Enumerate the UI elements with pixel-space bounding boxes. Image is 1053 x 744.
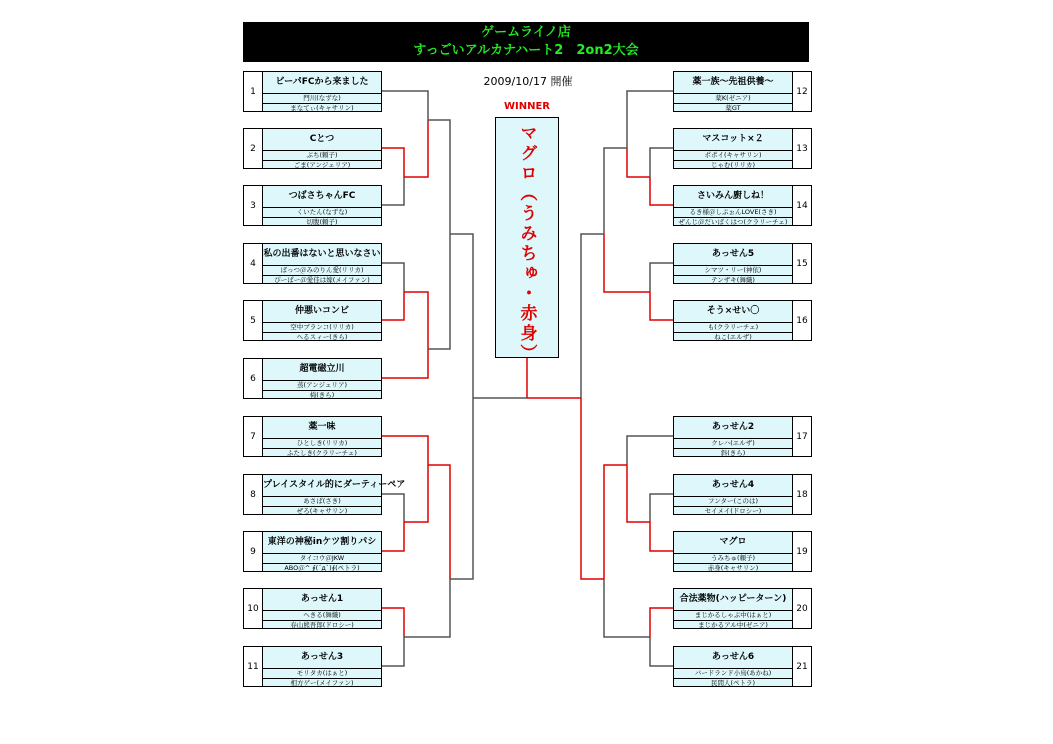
team-card bbox=[263, 416, 382, 457]
winner-label: WINNER bbox=[503, 101, 551, 112]
team-member: ぶち(頼子) bbox=[263, 150, 381, 160]
bracket-line bbox=[382, 637, 404, 666]
team-member: じゃむ(リリカ) bbox=[674, 160, 792, 170]
team-member: ひとしき(リリカ) bbox=[263, 438, 381, 448]
bracket-line bbox=[382, 436, 428, 465]
bracket-line bbox=[627, 148, 650, 177]
team-name: あっせん2 bbox=[711, 422, 755, 432]
team-member: も(クラリーチェ) bbox=[674, 322, 792, 332]
store-name: ゲームライノ店 bbox=[481, 25, 571, 40]
bracket-line bbox=[450, 234, 473, 398]
team-seed-number: 17 bbox=[792, 416, 812, 457]
team-card bbox=[263, 588, 382, 629]
team-name: マスコット×２ bbox=[702, 134, 764, 144]
team-seed-number: 21 bbox=[792, 646, 812, 687]
team-name: 薬一味 bbox=[308, 422, 336, 432]
team-card bbox=[673, 531, 792, 572]
bracket-line bbox=[382, 91, 428, 120]
team-name: ビーパFCから来ました bbox=[275, 77, 369, 87]
bracket-line bbox=[627, 465, 650, 522]
team-member: ぜろ(キャサリン) bbox=[263, 506, 381, 516]
bracket-line bbox=[428, 120, 450, 234]
team-entry bbox=[673, 588, 812, 629]
team-member: へきる(舞織) bbox=[263, 610, 381, 620]
team-member: ポポイ(キャサリン) bbox=[674, 150, 792, 160]
team-member: 空中ブランコ(リリカ) bbox=[263, 322, 381, 332]
team-card bbox=[263, 128, 382, 169]
bracket-line bbox=[650, 292, 673, 320]
team-member: まじかるしゃぶ中(はぁと) bbox=[674, 610, 792, 620]
team-seed-number: 11 bbox=[243, 646, 263, 687]
team-entry bbox=[673, 185, 812, 226]
team-seed-number: 13 bbox=[792, 128, 812, 169]
team-member: あさば(さき) bbox=[263, 496, 381, 506]
bracket-line bbox=[404, 579, 450, 637]
team-entry bbox=[243, 416, 382, 457]
team-name: 合法薬物(ハッピーターン) bbox=[679, 594, 787, 604]
team-member: 切腹(頼子) bbox=[263, 217, 381, 227]
team-name: あっせん6 bbox=[711, 652, 755, 662]
team-seed-number: 14 bbox=[792, 185, 812, 226]
team-entry bbox=[243, 243, 382, 284]
team-seed-number: 10 bbox=[243, 588, 263, 629]
team-member: 民間人(ペトラ) bbox=[674, 678, 792, 688]
team-name: 仲悪いコンビ bbox=[294, 306, 349, 316]
team-entry bbox=[243, 128, 382, 169]
team-card bbox=[263, 71, 382, 112]
team-entry bbox=[243, 588, 382, 629]
team-seed-number: 3 bbox=[243, 185, 263, 226]
bracket-line bbox=[604, 579, 650, 637]
team-member: 薬K(ゼニア) bbox=[674, 93, 792, 103]
team-seed-number: 12 bbox=[792, 71, 812, 112]
bracket-line bbox=[382, 349, 428, 378]
team-member: くいたん(なずな) bbox=[263, 207, 381, 217]
team-entry bbox=[673, 474, 812, 515]
team-seed-number: 6 bbox=[243, 358, 263, 399]
team-card bbox=[263, 474, 406, 515]
bracket-line bbox=[604, 465, 627, 579]
bracket-line bbox=[382, 148, 404, 177]
tournament-title: すっごいアルカナハート2 2on2大会 bbox=[413, 43, 639, 58]
bracket-line bbox=[627, 436, 673, 465]
team-member: ぴーぱー＠愛佳は嫁(メイファン) bbox=[263, 275, 381, 285]
bracket-line bbox=[650, 177, 673, 205]
team-entry bbox=[673, 128, 812, 169]
team-member: ねこ(エルザ) bbox=[674, 332, 792, 342]
team-member: ごま(アンジェリア) bbox=[263, 160, 381, 170]
team-member: 門川(なずな) bbox=[263, 93, 381, 103]
event-date: 2009/10/17 開催 bbox=[483, 75, 573, 88]
bracket-line bbox=[650, 522, 673, 551]
team-seed-number: 19 bbox=[792, 531, 812, 572]
team-card bbox=[263, 358, 382, 399]
team-card bbox=[673, 128, 792, 169]
bracket-line bbox=[404, 465, 428, 522]
team-member: ABO＠^ ∮(´д`)∮(ペトラ) bbox=[263, 563, 381, 573]
bracket-line bbox=[581, 234, 604, 398]
bracket-line bbox=[404, 292, 428, 349]
bracket-line bbox=[382, 263, 404, 292]
team-entry bbox=[243, 71, 382, 112]
team-card bbox=[263, 531, 382, 572]
team-member: 春山熊吾郎(ドロシー) bbox=[263, 620, 381, 630]
team-entry bbox=[243, 358, 382, 399]
team-member: 相方ゲー(メイファン) bbox=[263, 678, 381, 688]
bracket-line bbox=[428, 465, 450, 579]
team-member: 赤身(キャサリン) bbox=[674, 563, 792, 573]
team-seed-number: 4 bbox=[243, 243, 263, 284]
team-member: クレハ(エルザ) bbox=[674, 438, 792, 448]
team-member: フンター(このは) bbox=[674, 496, 792, 506]
team-name: 東洋の神秘inケツ割りパシ bbox=[267, 537, 377, 547]
team-card bbox=[673, 646, 792, 687]
team-entry bbox=[243, 474, 406, 515]
team-card bbox=[263, 243, 382, 284]
bracket-line bbox=[604, 234, 650, 292]
bracket-line bbox=[581, 398, 604, 579]
bracket-line bbox=[650, 148, 673, 177]
bracket-line bbox=[650, 263, 673, 292]
team-seed-number: 1 bbox=[243, 71, 263, 112]
team-card bbox=[263, 185, 382, 226]
team-entry bbox=[243, 300, 382, 341]
team-member: へるスィー(きら) bbox=[263, 332, 381, 342]
team-name: あっせん5 bbox=[711, 249, 755, 259]
bracket-line bbox=[650, 637, 673, 666]
team-seed-number: 8 bbox=[243, 474, 263, 515]
team-name: そう×せい〇 bbox=[706, 306, 760, 316]
team-card bbox=[673, 185, 792, 226]
team-entry bbox=[673, 300, 812, 341]
team-seed-number: 15 bbox=[792, 243, 812, 284]
team-card bbox=[673, 474, 792, 515]
team-entry bbox=[243, 531, 382, 572]
team-entry bbox=[243, 646, 382, 687]
team-member: まなてぃ(キャサリン) bbox=[263, 103, 381, 113]
team-name: 薬一族～先祖供養～ bbox=[692, 77, 774, 87]
team-member: るき様＠しぶぉんLOVE(さき) bbox=[674, 207, 792, 217]
team-member: バードランド小鳥(あかね) bbox=[674, 668, 792, 678]
bracket-line bbox=[382, 292, 404, 320]
team-member: うみちゅ(頼子) bbox=[674, 553, 792, 563]
team-seed-number: 7 bbox=[243, 416, 263, 457]
team-entry bbox=[673, 531, 812, 572]
team-name: あっせん4 bbox=[711, 480, 755, 490]
team-seed-number: 2 bbox=[243, 128, 263, 169]
team-member: ばっつ＠みのりん愛(リリカ) bbox=[263, 265, 381, 275]
team-member: テンザキ(舞織) bbox=[674, 275, 792, 285]
bracket-line bbox=[382, 177, 404, 205]
bracket-line bbox=[382, 494, 404, 522]
team-entry bbox=[243, 185, 382, 226]
team-name: プレイスタイル的にダーティーペア bbox=[263, 480, 406, 490]
team-card bbox=[673, 300, 792, 341]
team-member: 蒸(アンジェリア) bbox=[263, 380, 381, 390]
team-name: さいみん廚しね！ bbox=[696, 191, 769, 201]
team-member: ふたしき(クラリーチェ) bbox=[263, 448, 381, 458]
team-member: まじかるアル中(ゼニア) bbox=[674, 620, 792, 630]
team-member: セイメイ(ドロシー) bbox=[674, 506, 792, 516]
bracket-line bbox=[428, 234, 450, 349]
team-name: Cとつ bbox=[309, 134, 335, 144]
team-member: モリタカ(はぁと) bbox=[263, 668, 381, 678]
bracket-line bbox=[382, 522, 404, 551]
team-name: つばさちゃんFC bbox=[288, 191, 356, 201]
bracket-line bbox=[650, 608, 673, 637]
team-card bbox=[263, 646, 382, 687]
team-seed-number: 18 bbox=[792, 474, 812, 515]
winner-name: マグロ（うみちゅ・赤身） bbox=[516, 124, 537, 364]
team-seed-number: 5 bbox=[243, 300, 263, 341]
team-member: 斜(きら) bbox=[674, 448, 792, 458]
bracket-line bbox=[627, 91, 673, 148]
team-name: 超電磁立川 bbox=[299, 364, 345, 374]
team-member: シマツ・リー(神依) bbox=[674, 265, 792, 275]
team-name: あっせん3 bbox=[300, 652, 344, 662]
team-card bbox=[673, 243, 792, 284]
team-card bbox=[673, 71, 792, 112]
team-seed-number: 20 bbox=[792, 588, 812, 629]
bracket-line bbox=[604, 148, 627, 234]
bracket-line bbox=[450, 398, 473, 579]
team-name: あっせん1 bbox=[300, 594, 344, 604]
team-member: 椅(きら) bbox=[263, 390, 381, 400]
team-seed-number: 9 bbox=[243, 531, 263, 572]
team-name: マグロ bbox=[719, 537, 747, 547]
team-entry bbox=[673, 416, 812, 457]
team-entry bbox=[673, 646, 812, 687]
team-entry bbox=[673, 71, 812, 112]
team-member: 薬GT bbox=[674, 103, 792, 113]
team-card bbox=[673, 588, 792, 629]
team-seed-number: 16 bbox=[792, 300, 812, 341]
team-card bbox=[673, 416, 792, 457]
team-entry bbox=[673, 243, 812, 284]
team-member: タイコウ＠JKW bbox=[263, 553, 381, 563]
bracket-line bbox=[404, 120, 428, 177]
team-card bbox=[263, 300, 382, 341]
team-member: ぜんじ＠だいばくはつ(クラリーチェ) bbox=[674, 217, 792, 227]
bracket-line bbox=[382, 608, 404, 637]
team-name: 私の出番はないと思いなさい bbox=[263, 249, 381, 259]
bracket-line bbox=[650, 494, 673, 522]
